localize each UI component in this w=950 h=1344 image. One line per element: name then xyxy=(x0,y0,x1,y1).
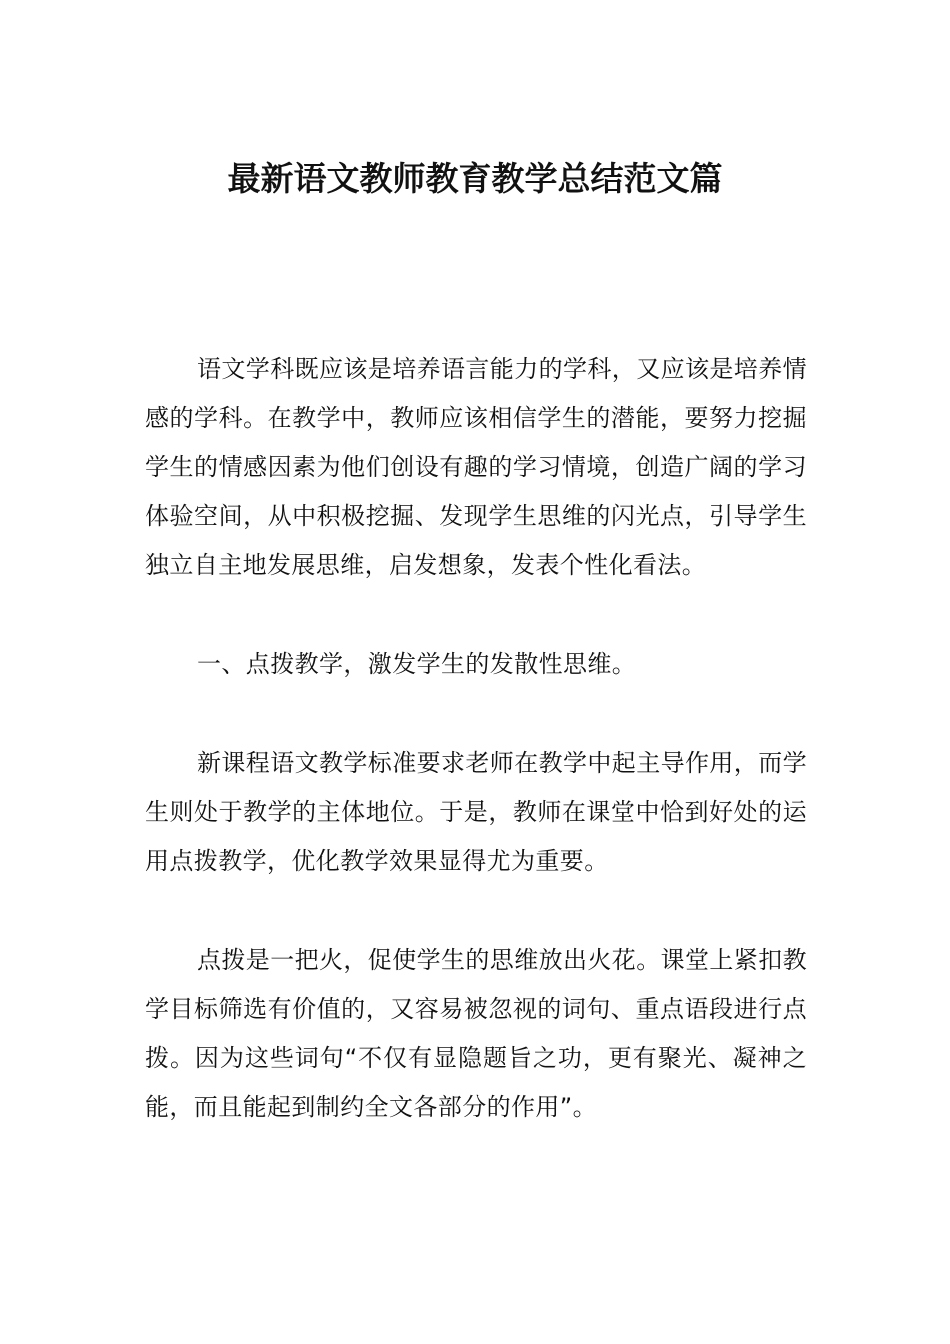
document-body xyxy=(145,345,807,1182)
intro-paragraph: 语文学科既应该是培养语言能力的学科，又应该是培养情感的学科。在教学中，教师应该相信学生的潜能，要努力挖掘学生的情感因素为他们创设有趣的学习情境，创造广阔的学习体验空间，从中积极挖掘、发现学生思维的闪光点，引导学生独立自主地发展思维，启发想象，发表个性化看法。 xyxy=(145,355,807,579)
section-heading-1: 一、点拨教学，激发学生的发散性思维。 xyxy=(197,650,637,678)
paragraph-guidance: 点拨是一把火，促使学生的思维放出火花。课堂上紧扣教学目标筛选有价值的，又容易被忽视的词句、重点语段进行点拨。因为这些词句“不仅有显隐题旨之功，更有聚光、凝神之能，而且能起到制约全文各部分的作用”。 xyxy=(145,946,807,1121)
paragraph-standards: 新课程语文教学标准要求老师在教学中起主导作用，而学生则处于教学的主体地位。于是，教师在课堂中恰到好处的运用点拨教学，优化教学效果显得尤为重要。 xyxy=(145,749,807,875)
document-title: 最新语文教师教育教学总结范文篇 xyxy=(227,159,723,198)
